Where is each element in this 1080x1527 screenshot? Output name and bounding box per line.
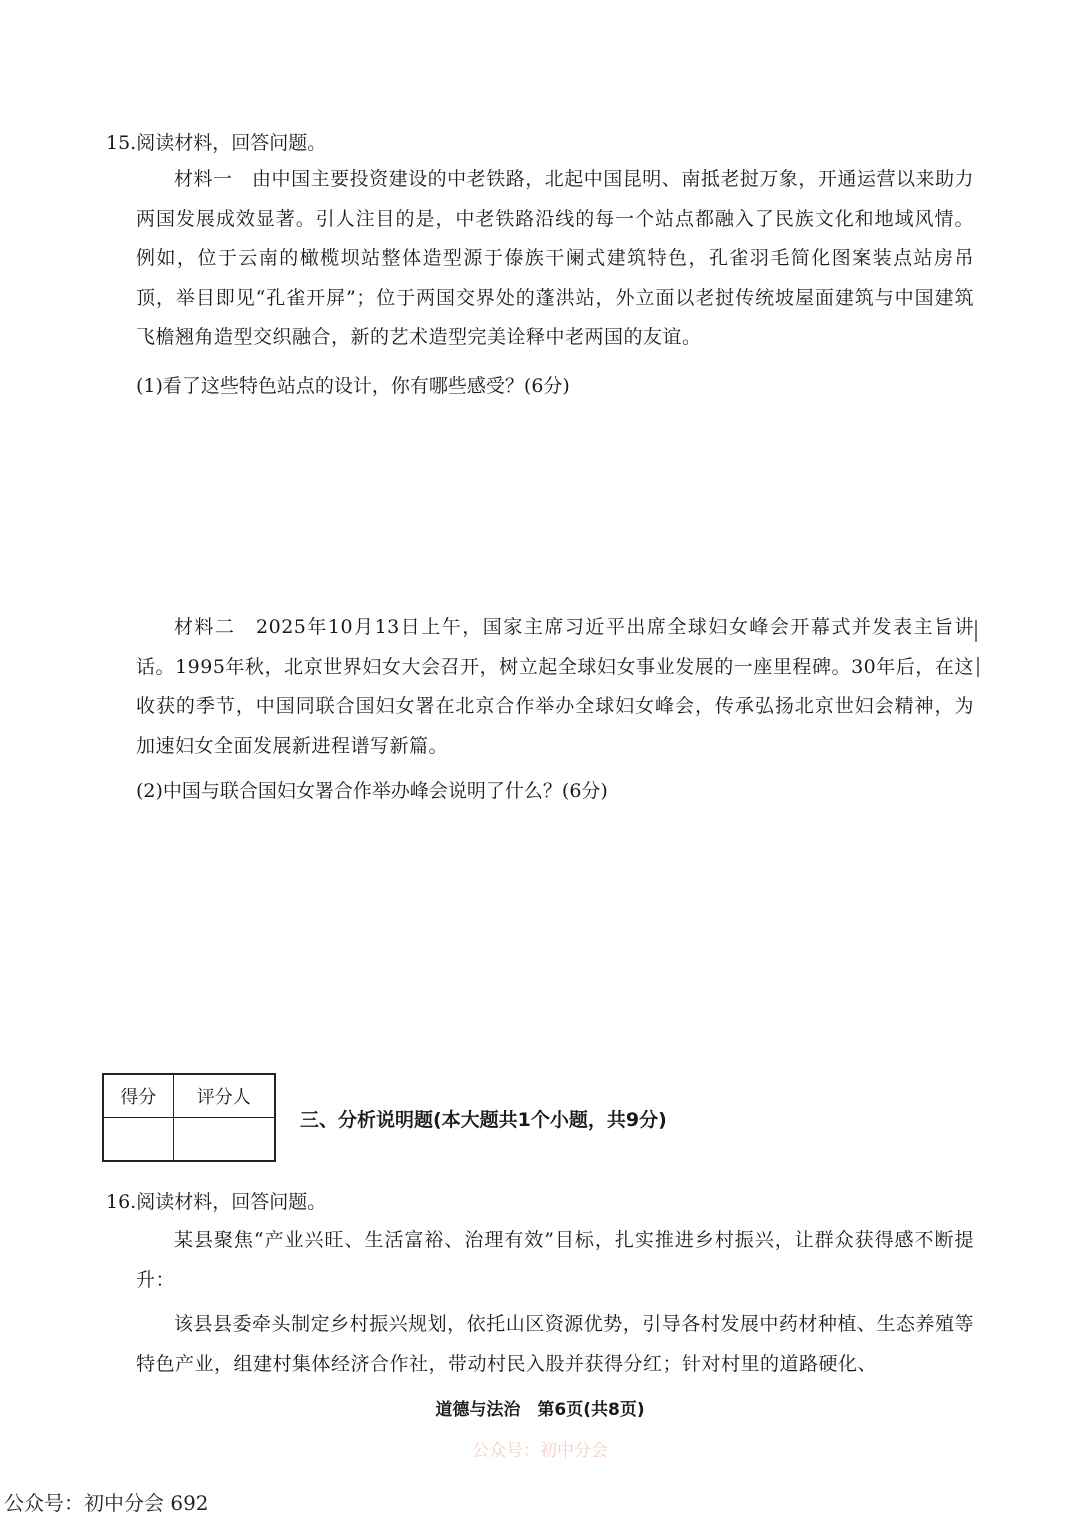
question-16-title: 16.阅读材料，回答问题。 (106, 1191, 327, 1213)
question-15-title: 15.阅读材料，回答问题。 (106, 132, 327, 154)
section-3-title: 三、分析说明题(本大题共1个小题，共9分) (300, 1109, 667, 1131)
score-header: 得分 (103, 1074, 173, 1118)
watermark: 公众号：初中分会 (472, 1441, 608, 1461)
question-16-intro: 某县聚焦“产业兴旺、生活富裕、治理有效”目标，扎实推进乡村振兴，让群众获得感不断提升： (136, 1229, 974, 1291)
bottom-label: 公众号：初中分会 692 (4, 1491, 209, 1515)
scan-mark (977, 657, 979, 677)
scan-mark (975, 620, 977, 642)
question-15-2: (2)中国与联合国妇女署合作举办峰会说明了什么？(6分) (136, 780, 608, 802)
grader-header: 评分人 (173, 1074, 275, 1118)
grader-cell (173, 1118, 275, 1162)
page-footer: 道德与法治 第6页(共8页) (435, 1400, 645, 1420)
question-15-1: (1)看了这些特色站点的设计，你有哪些感受？(6分) (136, 375, 570, 397)
material-1-text: 材料一 由中国主要投资建设的中老铁路，北起中国昆明、南抵老挝万象，开通运营以来助力两国发展成效显著。引人注目的是，中老铁路沿线的每一个站点都融入了民族文化和地域风情。例如，位于云南的橄榄坝站整体造型源于傣族干阑式建筑特色，孔雀羽毛简化图案装点站房吊顶，举目即见“孔雀开屏”；位于两国交界处的蓬洪站，外立面以老挝传统坡屋面建筑与中国建筑飞檐翘角造型交织融合，新的艺术造型完美诠释中老两国的友谊。 (136, 168, 974, 348)
material-2-text: 材料二 2025年10月13日上午，国家主席习近平出席全球妇女峰会开幕式并发表主旨讲话。1995年秋，北京世界妇女大会召开，树立起全球妇女事业发展的一座里程碑。30年后，在这收获的季节，中国同联合国妇女署在北京合作举办全球妇女峰会，传承弘扬北京世妇会精神，为加速妇女全面发展新进程谱写新篇。 (136, 616, 974, 757)
question-16-paragraph: 该县县委牵头制定乡村振兴规划，依托山区资源优势，引导各村发展中药材种植、生态养殖等特色产业，组建村集体经济合作社，带动村民入股并获得分红；针对村里的道路硬化、 (136, 1313, 974, 1375)
score-box (102, 1073, 276, 1162)
score-cell (103, 1118, 173, 1162)
